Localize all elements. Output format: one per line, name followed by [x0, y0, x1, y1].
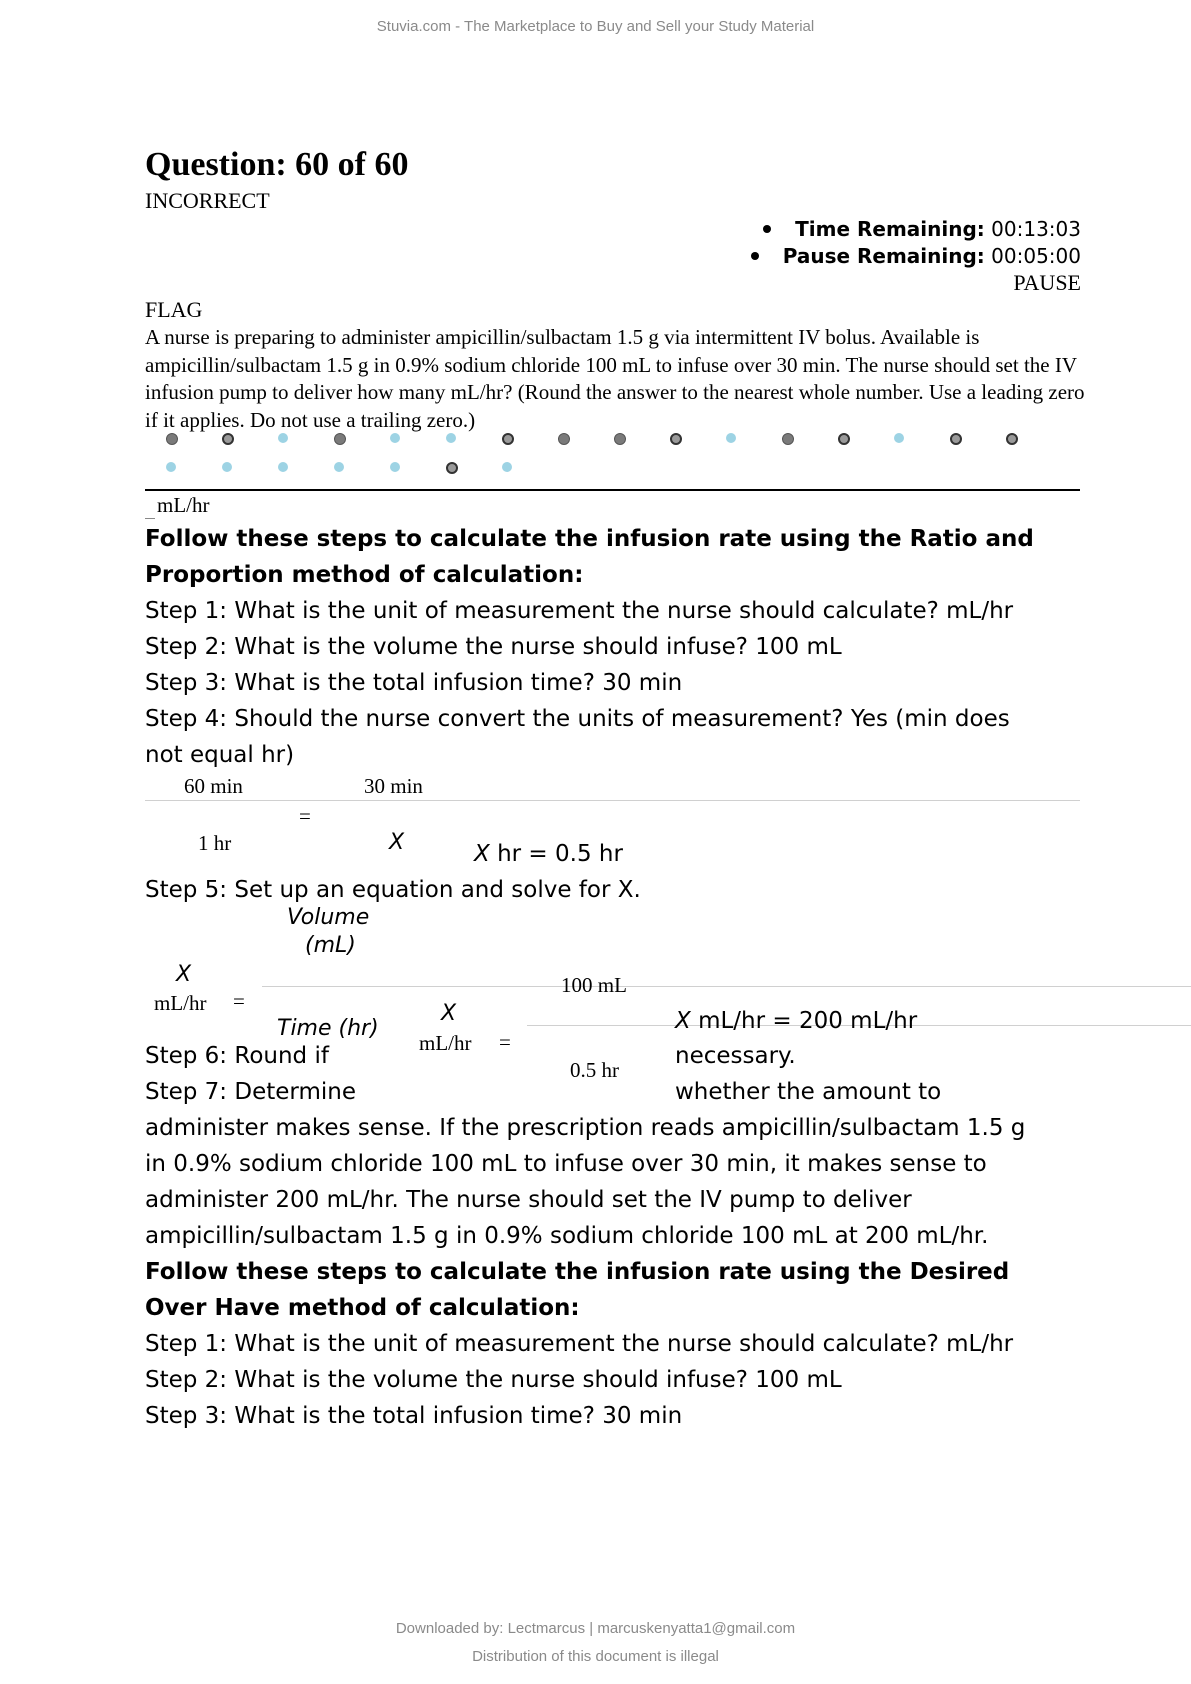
dot-icon: [950, 433, 962, 445]
dot-icon: [334, 462, 344, 472]
dot-icon: [390, 433, 400, 443]
ratio-step7-line3: in 0.9% sodium chloride 100 mL to infuse over 30 min, it makes sense to: [145, 1151, 987, 1177]
conversion-numerator-2: 30 min: [364, 774, 423, 798]
dot-icon: [502, 462, 512, 472]
fraction-bar: [145, 800, 1080, 801]
dot-icon: [222, 462, 232, 472]
ratio-step6-a: Step 6: Round if: [145, 1043, 329, 1069]
dot-icon: [446, 462, 458, 474]
dot-icon: [222, 433, 234, 445]
dot-icon: [1006, 433, 1018, 445]
time-remaining-value: 00:13:03: [991, 217, 1081, 241]
divider: [145, 518, 155, 519]
ratio-step6-b: necessary.: [675, 1043, 796, 1069]
answer-unit: mL/hr: [157, 493, 210, 517]
desired-step1: Step 1: What is the unit of measurement the nurse should calculate? mL/hr: [145, 1331, 1014, 1357]
ratio-step1: Step 1: What is the unit of measurement the nurse should calculate? mL/hr: [145, 598, 1014, 624]
question-prompt: A nurse is preparing to administer ampicillin/sulbactam 1.5 g via intermittent IV bolus. Available is ampicillin/sulbactam 1.5 g in 0.9% sodium chloride 100 mL to infuse over 30 min. The nurse should set the IV infusion pump to deliver how many mL/hr? (Round the answer to the nearest whole number. Use a leading zero if it applies. Do not use a trailing zero.): [145, 325, 1085, 432]
dot-icon: [446, 433, 456, 443]
conversion-denominator-1: 1 hr: [198, 831, 232, 855]
equation2-x-var: X: [441, 1001, 457, 1026]
dot-icon: [334, 433, 346, 445]
ratio-step2: Step 2: What is the volume the nurse should infuse? 100 mL: [145, 634, 842, 660]
conversion-denominator-x: X: [389, 830, 405, 855]
dot-icon: [782, 433, 794, 445]
ratio-step7-a: Step 7: Determine: [145, 1079, 356, 1105]
dot-icon: [838, 433, 850, 445]
footer-distribution: Distribution of this document is illegal: [472, 1648, 719, 1665]
dot-icon: [894, 433, 904, 443]
question-title: Question: 60 of 60: [145, 146, 409, 183]
time-remaining: [763, 217, 1081, 241]
dot-icon: [166, 462, 176, 472]
answer-input[interactable]: [145, 489, 1080, 491]
ratio-heading-line1: Follow these steps to calculate the infusion rate using the Ratio and: [145, 526, 1034, 552]
dot-icon: [614, 433, 626, 445]
dot-icon: [278, 462, 288, 472]
equation-equals: =: [233, 989, 245, 1013]
dot-icon: [502, 433, 514, 445]
equation-denominator: 0.5 hr: [570, 1058, 619, 1082]
ratio-step4-line2: not equal hr): [145, 742, 295, 768]
pause-button[interactable]: PAUSE: [1013, 270, 1081, 295]
ratio-heading-line2: Proportion method of calculation:: [145, 562, 584, 588]
conversion-result-text: hr = 0.5 hr: [489, 841, 623, 867]
equation2-x-unit: mL/hr: [419, 1031, 472, 1055]
equation-result-var: X: [675, 1008, 691, 1034]
conversion-equals: =: [299, 804, 311, 828]
dot-icon: [166, 433, 178, 445]
equation-numerator: 100 mL: [561, 973, 627, 997]
pause-remaining: [751, 244, 1081, 268]
bullet-icon: [763, 225, 771, 233]
status-label: INCORRECT: [145, 188, 270, 213]
equation-time-label: Time (hr): [277, 1016, 379, 1041]
dot-icon: [726, 433, 736, 443]
desired-step3: Step 3: What is the total infusion time? 30 min: [145, 1403, 683, 1429]
ratio-step5: Step 5: Set up an equation and solve for X.: [145, 877, 641, 903]
equation-x-var: X: [176, 962, 192, 987]
ratio-step7-line5: ampicillin/sulbactam 1.5 g in 0.9% sodium chloride 100 mL at 200 mL/hr.: [145, 1223, 989, 1249]
conversion-result-var: X: [474, 841, 490, 867]
dot-icon: [390, 462, 400, 472]
dot-icon: [558, 433, 570, 445]
equation2-equals: =: [499, 1030, 511, 1054]
conversion-numerator-1: 60 min: [184, 774, 243, 798]
ratio-step7-b: whether the amount to: [675, 1079, 942, 1105]
header-watermark: Stuvia.com - The Marketplace to Buy and Sell your Study Material: [376, 18, 815, 35]
ratio-step7-line2: administer makes sense. If the prescription reads ampicillin/sulbactam 1.5 g: [145, 1115, 1026, 1141]
fraction-bar: [262, 986, 1191, 987]
ratio-step4-line1: Step 4: Should the nurse convert the units of measurement? Yes (min does: [145, 706, 1010, 732]
footer-downloaded-by: Downloaded by: Lectmarcus | marcuskenyatta1@gmail.com: [395, 1620, 796, 1637]
desired-step2: Step 2: What is the volume the nurse should infuse? 100 mL: [145, 1367, 842, 1393]
flag-button[interactable]: FLAG: [145, 297, 203, 322]
desired-heading-line2: Over Have method of calculation:: [145, 1295, 580, 1321]
time-remaining-label: Time Remaining:: [795, 217, 985, 241]
conversion-result: [474, 841, 623, 867]
bullet-icon: [751, 252, 759, 260]
equation-volume-unit: (mL): [305, 933, 356, 958]
desired-heading-line1: Follow these steps to calculate the infusion rate using the Desired: [145, 1259, 1010, 1285]
ratio-step3: Step 3: What is the total infusion time? 30 min: [145, 670, 683, 696]
ratio-step7-line4: administer 200 mL/hr. The nurse should set the IV pump to deliver: [145, 1187, 912, 1213]
equation-volume-label: Volume: [287, 905, 370, 930]
equation-result-text: mL/hr = 200 mL/hr: [690, 1008, 918, 1034]
equation-result: [675, 1008, 917, 1034]
pause-remaining-value: 00:05:00: [991, 244, 1081, 268]
dot-icon: [670, 433, 682, 445]
dot-icon: [278, 433, 288, 443]
pause-remaining-label: Pause Remaining:: [782, 244, 985, 268]
equation-x-unit: mL/hr: [154, 991, 207, 1015]
